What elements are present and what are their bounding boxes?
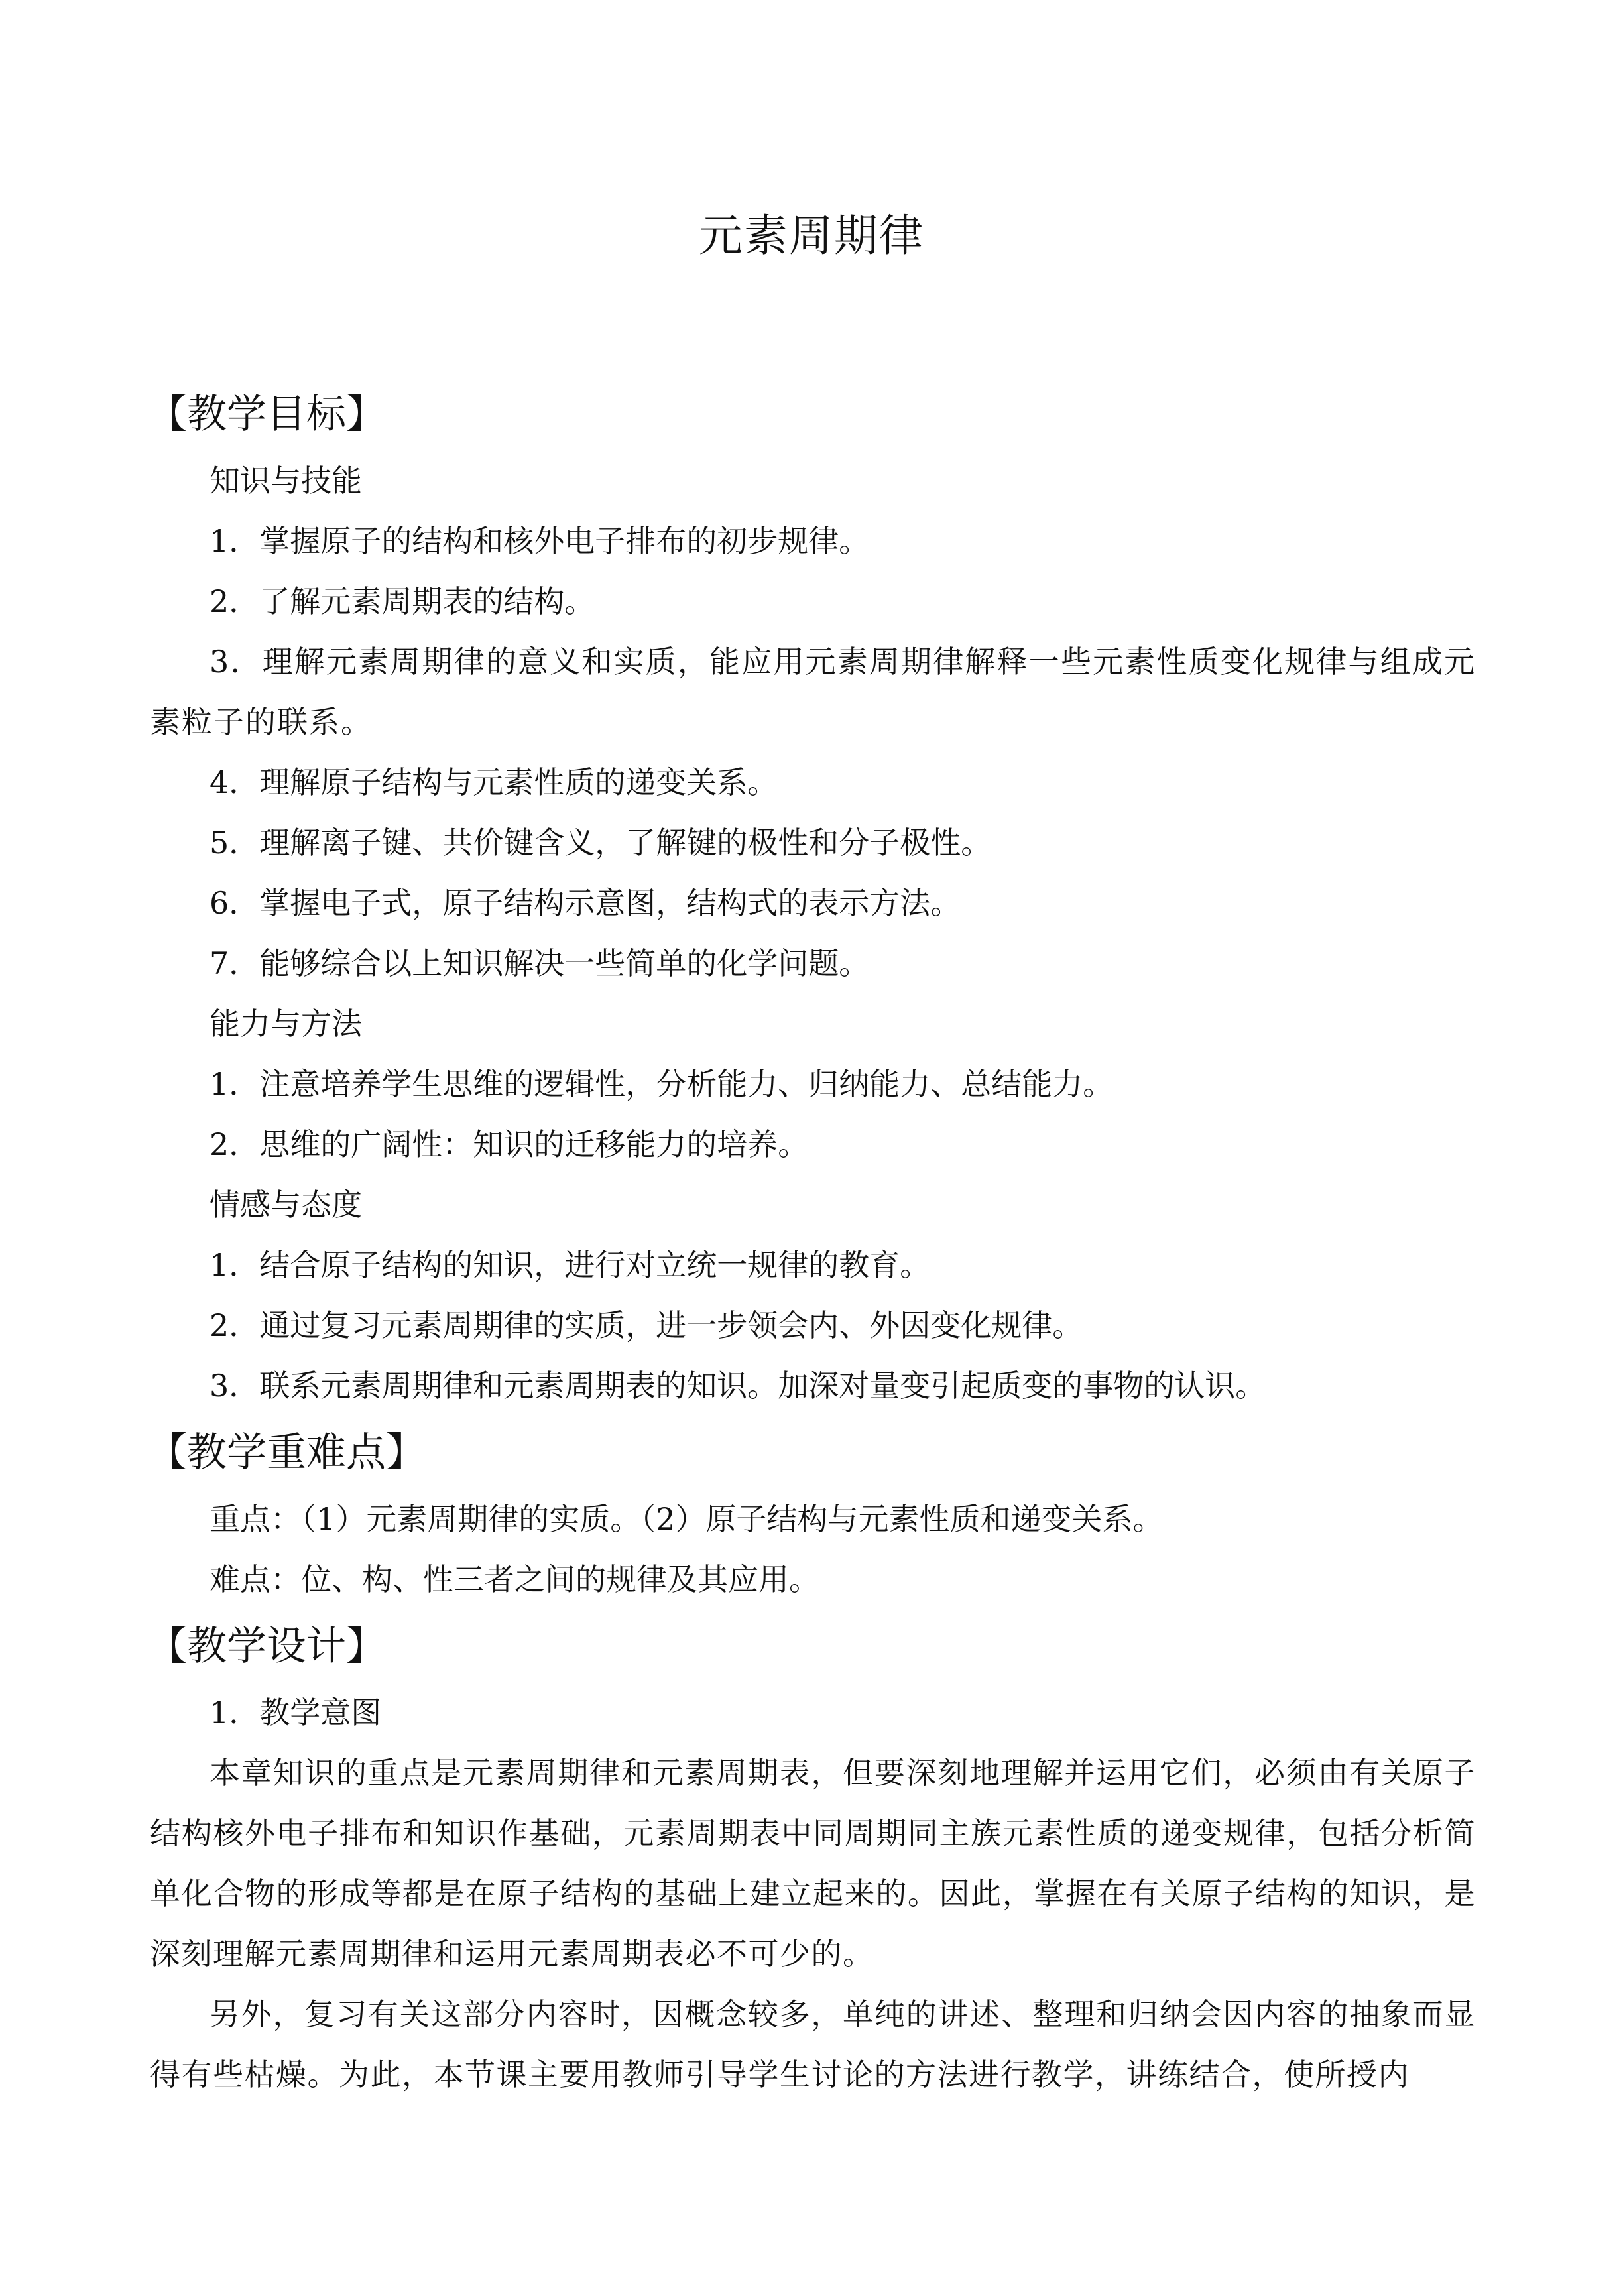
subheading-ability: 能力与方法: [210, 1006, 362, 1042]
section-heading-objectives: 【教学目标】: [147, 391, 386, 438]
design-paragraph: 本章知识的重点是元素周期律和元素周期表，但要深刻地理解并运用它们，必须由有关原子结构核外电子排布和知识作基础，元素周期表中同周期同主族元素性质的递变规律，包括分析简单化合物的形成等都是在原子结构的基础上建立起来的。因此，掌握在有关原子结构的知识，是深刻理解元素周期律和运用元素周期表必不可少的。: [150, 1755, 1476, 1972]
attitude-item: 3．联系元素周期律和元素周期表的知识。加深对量变引起质变的事物的认识。: [210, 1368, 1266, 1404]
knowledge-item: 2．了解元素周期表的结构。: [210, 583, 595, 619]
attitude-item: 2．通过复习元素周期律的实质，进一步领会内、外因变化规律。: [210, 1307, 1083, 1343]
subheading-attitude: 情感与态度: [210, 1187, 362, 1223]
knowledge-item: 6．掌握电子式，原子结构示意图，结构式的表示方法。: [210, 885, 961, 921]
knowledge-item: 3．理解元素周期律的意义和实质，能应用元素周期律解释一些元素性质变化规律与组成元素粒子的联系。: [150, 644, 1476, 740]
keypoint-focus: 重点：（1）元素周期律的实质。（2）原子结构与元素性质和递变关系。: [210, 1501, 1164, 1537]
knowledge-item: 5．理解离子键、共价键含义，了解键的极性和分子极性。: [210, 825, 992, 861]
section-heading-design: 【教学设计】: [147, 1623, 386, 1669]
subheading-knowledge: 知识与技能: [210, 463, 362, 499]
knowledge-item: 4．理解原子结构与元素性质的递变关系。: [210, 764, 778, 800]
attitude-item: 1．结合原子结构的知识，进行对立统一规律的教育。: [210, 1247, 931, 1283]
design-intent-label: 1．教学意图: [210, 1695, 382, 1730]
document-title: 元素周期律: [699, 210, 924, 261]
section-heading-keypoints: 【教学重难点】: [147, 1429, 426, 1476]
design-paragraph: 另外，复习有关这部分内容时，因概念较多，单纯的讲述、整理和归纳会因内容的抽象而显得有些枯燥。为此，本节课主要用教师引导学生讨论的方法进行教学，讲练结合，使所授内: [150, 1996, 1476, 2092]
ability-item: 2．思维的广阔性：知识的迁移能力的培养。: [210, 1126, 809, 1162]
keypoint-difficulty: 难点：位、构、性三者之间的规律及其应用。: [210, 1561, 819, 1597]
ability-item: 1．注意培养学生思维的逻辑性，分析能力、归纳能力、总结能力。: [210, 1066, 1114, 1102]
document-body: [147, 378, 1476, 2105]
knowledge-item: 7．能够综合以上知识解决一些简单的化学问题。: [210, 945, 870, 981]
knowledge-item: 1．掌握原子的结构和核外电子排布的初步规律。: [210, 523, 870, 559]
